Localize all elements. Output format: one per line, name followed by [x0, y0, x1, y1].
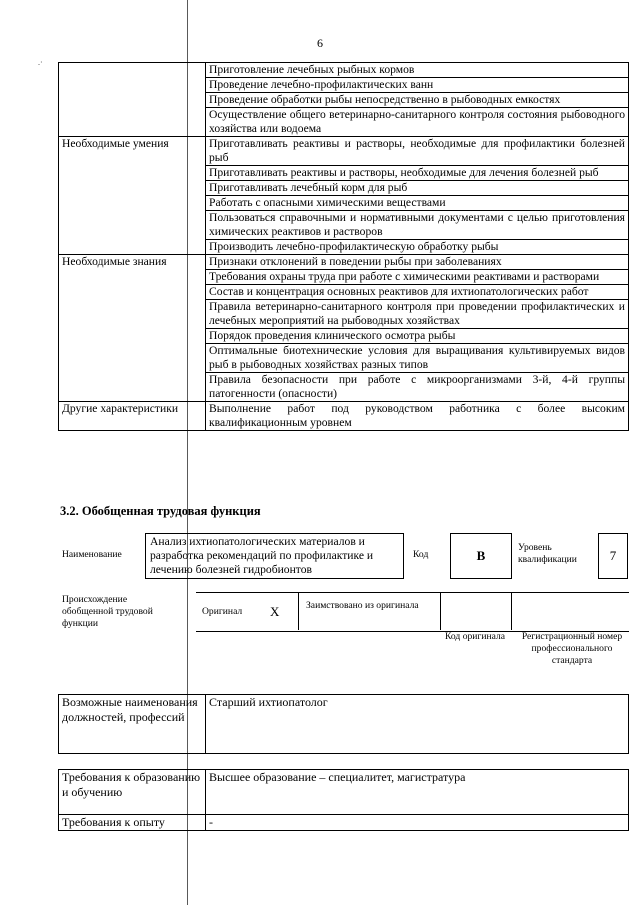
code-value: В — [476, 548, 486, 563]
row-item: Оптимальные биотехнические условия для выращивания культивируемых видов рыб в рыбоводных хозяйствах разных типов — [206, 344, 629, 373]
table-row — [59, 402, 629, 431]
row-group-label: Необходимые умения — [59, 137, 206, 255]
row-item: Правила ветеринарно-санитарного контроля при проведении профилактических и лечебных мероприятий на рыбоводных хозяйствах — [206, 300, 629, 329]
level-value: 7 — [609, 548, 617, 563]
row-group-label: Другие характеристики — [59, 402, 206, 431]
positions-value: Старший ихтиопатолог — [206, 695, 629, 754]
table-row — [59, 137, 629, 166]
row-group-label — [59, 63, 206, 137]
table-row — [59, 63, 629, 78]
row-item: Порядок проведения клинического осмотра рыбы — [206, 329, 629, 344]
row-item: Производить лечебно-профилактическую обработку рыбы — [206, 240, 629, 255]
level-box — [598, 533, 628, 579]
code-label: Код — [413, 549, 429, 560]
row-item: Приготавливать лечебный корм для рыб — [206, 181, 629, 196]
experience-value: - — [206, 815, 629, 831]
code-caption: Код оригинала — [444, 631, 506, 642]
origin-divider-3 — [511, 592, 512, 630]
reg-caption: Регистрационный номер профессионального стандарта — [521, 631, 623, 666]
table-row — [59, 255, 629, 270]
row-item: Приготавливать реактивы и растворы, необходимые для лечения болезней рыб — [206, 166, 629, 181]
page-number: 6 — [317, 36, 323, 50]
origin-row — [196, 592, 629, 632]
row-group-label: Необходимые знания — [59, 255, 206, 402]
experience-label: Требования к опыту — [59, 815, 206, 831]
requirements-table — [58, 769, 629, 831]
scan-speck: .· — [38, 58, 43, 67]
origin-borrowed: Заимствовано из оригинала — [306, 600, 419, 611]
competency-table — [58, 62, 629, 431]
function-name-value: Анализ ихтиопатологических материалов и разработка рекомендаций по профилактике и лечению болезней гидробионтов — [150, 535, 374, 576]
row-item: Состав и концентрация основных реактивов для ихтиопатологических работ — [206, 285, 629, 300]
section-title: 3.2. Обобщенная трудовая функция — [60, 504, 261, 518]
row-item: Пользоваться справочными и нормативными документами с целью приготовления химических реактивов и растворов — [206, 211, 629, 240]
level-label: Уровень квалификации — [518, 542, 577, 565]
origin-divider-2 — [440, 592, 441, 630]
function-name-box — [145, 533, 404, 579]
row-item: Признаки отклонений в поведении рыбы при заболеваниях — [206, 255, 629, 270]
origin-original: Оригинал — [202, 606, 243, 617]
row-item: Осуществление общего ветеринарно-санитарного контроля состояния рыбоводного хозяйства или водоема — [206, 108, 629, 137]
education-value: Высшее образование – специалитет, магистратура — [206, 770, 629, 815]
name-label: Наименование — [62, 549, 122, 560]
code-box — [450, 533, 512, 579]
row-item: Работать с опасными химическими веществами — [206, 196, 629, 211]
row-item: Требования охраны труда при работе с химическими реактивами и растворами — [206, 270, 629, 285]
row-item: Приготовление лечебных рыбных кормов — [206, 63, 629, 78]
row-item: Проведение обработки рыбы непосредственно в рыбоводных емкостях — [206, 93, 629, 108]
origin-mark: X — [270, 604, 280, 619]
positions-label: Возможные наименования должностей, профессий — [59, 695, 206, 754]
row-item: Проведение лечебно-профилактических ванн — [206, 78, 629, 93]
education-label: Требования к образованию и обучению — [59, 770, 206, 815]
origin-divider — [298, 592, 299, 630]
origin-label: Происхождение обобщенной трудовой функции — [62, 594, 153, 629]
row-item: Приготавливать реактивы и растворы, необходимые для профилактики болезней рыб — [206, 137, 629, 166]
positions-table — [58, 694, 629, 754]
row-item: Выполнение работ под руководством работника с более высоким квалификационным уровнем — [206, 402, 629, 431]
row-item: Правила безопасности при работе с микроорганизмами 3-й, 4-й группы патогенности (опасности) — [206, 373, 629, 402]
